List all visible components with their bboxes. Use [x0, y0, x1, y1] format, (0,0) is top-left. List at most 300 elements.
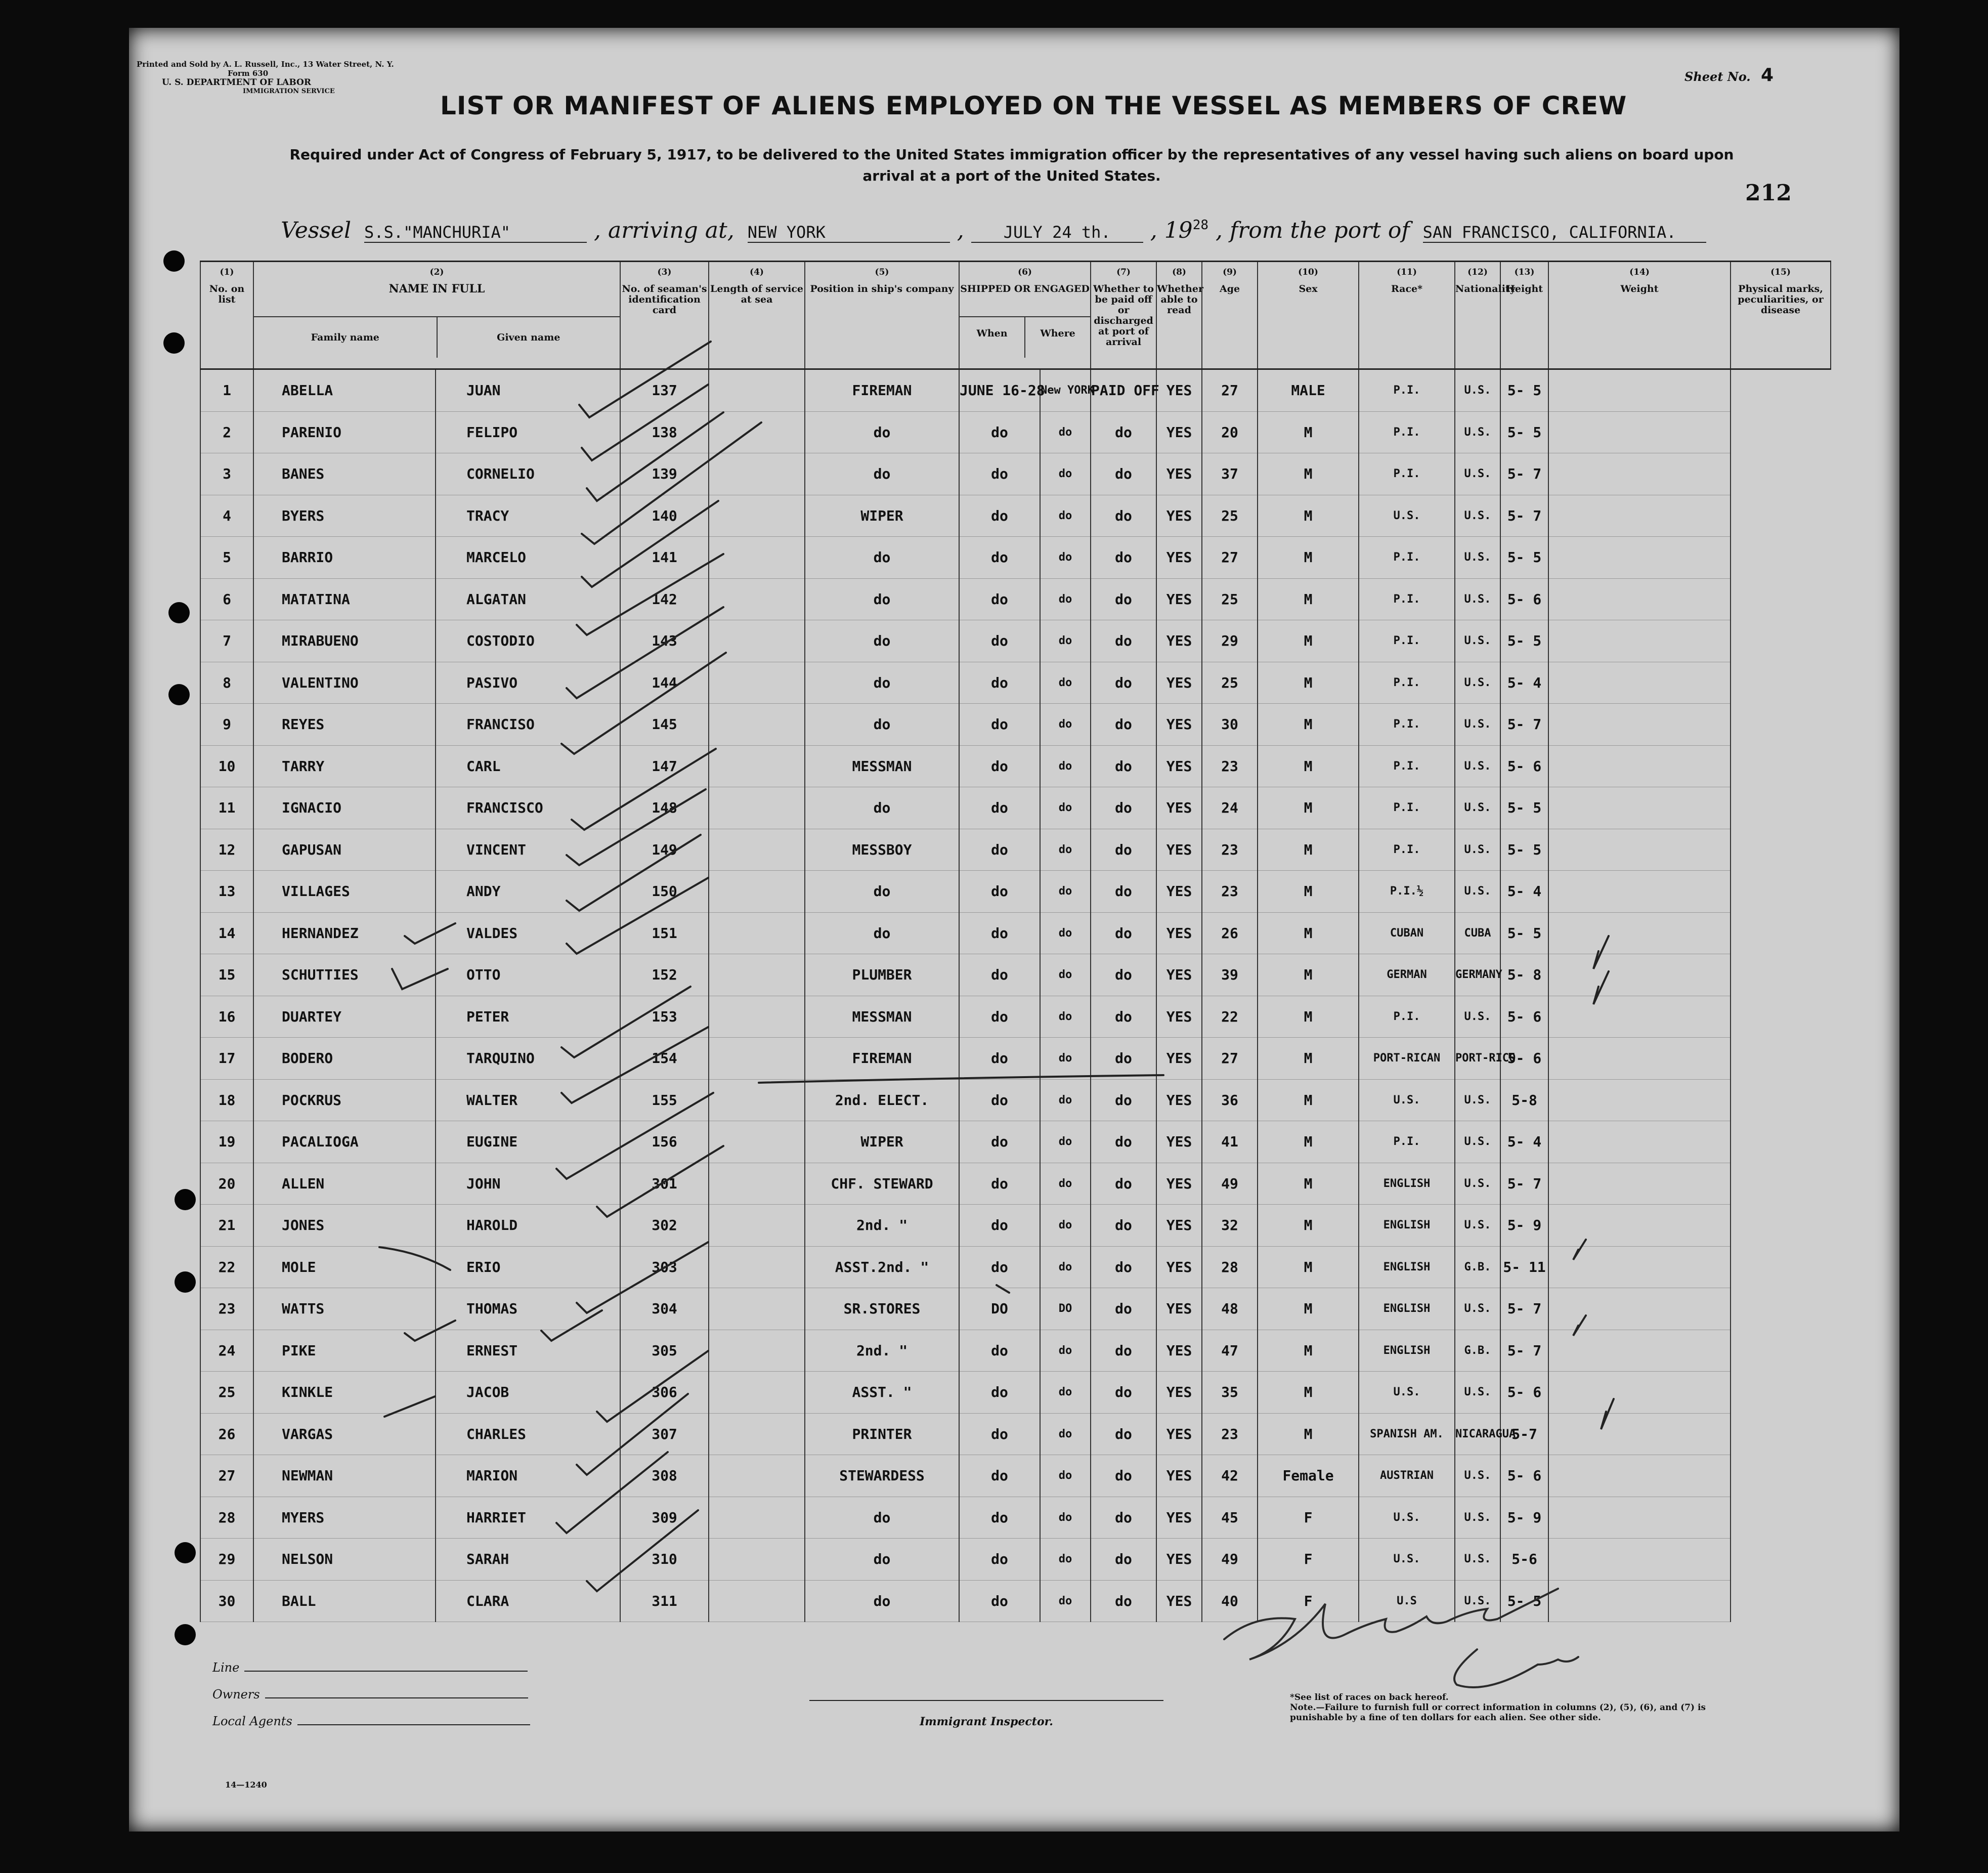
sex: M: [1258, 1330, 1359, 1372]
position: do: [805, 620, 959, 662]
age: 35: [1202, 1372, 1258, 1414]
height: 5- 7: [1500, 704, 1548, 746]
position: ASST. ": [805, 1372, 959, 1414]
nationality: U.S.: [1455, 996, 1500, 1038]
length-of-service: [709, 495, 805, 537]
shipped-where: do: [1040, 1163, 1091, 1205]
row-number: 10: [200, 745, 253, 787]
race: ENGLISH: [1359, 1163, 1455, 1205]
given-name: MARCELO: [436, 537, 620, 579]
nationality: NICARAGUA: [1455, 1413, 1500, 1455]
family-name: KINKLE: [253, 1372, 436, 1414]
arriving-label: , arriving at,: [594, 218, 734, 243]
family-name: BALL: [253, 1580, 436, 1622]
family-name: BYERS: [253, 495, 436, 537]
shipped-where: do: [1040, 411, 1091, 453]
able-to-read: YES: [1156, 954, 1202, 996]
row-number: 26: [200, 1413, 253, 1455]
id-card-number: 311: [620, 1580, 709, 1622]
position: 2nd. ": [805, 1205, 959, 1247]
position: 2nd. ": [805, 1330, 959, 1372]
height: 5- 5: [1500, 1580, 1548, 1622]
nationality: CUBA: [1455, 912, 1500, 954]
given-name: OTTO: [436, 954, 620, 996]
row-number: 3: [200, 453, 253, 495]
paid-off: do: [1091, 495, 1156, 537]
row-number: 1: [200, 369, 253, 412]
physical-marks: [1548, 1121, 1731, 1163]
paid-off: do: [1091, 1288, 1156, 1330]
given-name: ALGATAN: [436, 578, 620, 620]
family-name: NELSON: [253, 1539, 436, 1581]
row-number: 5: [200, 537, 253, 579]
family-name: MYERS: [253, 1497, 436, 1539]
position: MESSMAN: [805, 996, 959, 1038]
id-card-number: 139: [620, 453, 709, 495]
able-to-read: YES: [1156, 996, 1202, 1038]
nationality: GERMANY: [1455, 954, 1500, 996]
physical-marks: [1548, 1539, 1731, 1581]
shipped-when: DO: [959, 1288, 1040, 1330]
sex: M: [1258, 1079, 1359, 1121]
position: do: [805, 578, 959, 620]
id-card-number: 304: [620, 1288, 709, 1330]
row-number: 19: [200, 1121, 253, 1163]
able-to-read: YES: [1156, 1079, 1202, 1121]
race: PORT-RICAN: [1359, 1038, 1455, 1080]
sex: F: [1258, 1539, 1359, 1581]
nationality: U.S.: [1455, 662, 1500, 704]
height: 5- 5: [1500, 829, 1548, 871]
id-card-number: 303: [620, 1246, 709, 1288]
position: MESSMAN: [805, 745, 959, 787]
sheet-value: 4: [1761, 65, 1774, 86]
sex: M: [1258, 871, 1359, 913]
shipped-when: do: [959, 662, 1040, 704]
race: P.I.: [1359, 829, 1455, 871]
height: 5- 6: [1500, 578, 1548, 620]
table-row: [200, 578, 1831, 620]
able-to-read: YES: [1156, 745, 1202, 787]
physical-marks: [1548, 620, 1731, 662]
given-name: HAROLD: [436, 1205, 620, 1247]
height: 5- 4: [1500, 871, 1548, 913]
given-name: THOMAS: [436, 1288, 620, 1330]
sex: M: [1258, 1121, 1359, 1163]
height: 5- 9: [1500, 1205, 1548, 1247]
row-number: 29: [200, 1539, 253, 1581]
length-of-service: [709, 871, 805, 913]
paid-off: do: [1091, 1455, 1156, 1497]
row-number: 9: [200, 704, 253, 746]
row-number: 18: [200, 1079, 253, 1121]
nationality: U.S.: [1455, 829, 1500, 871]
service-name: IMMIGRATION SERVICE: [243, 88, 335, 95]
races-note: *See list of races on back hereof.: [1290, 1692, 1449, 1702]
position: WIPER: [805, 1121, 959, 1163]
id-card-number: 140: [620, 495, 709, 537]
id-card-number: 306: [620, 1372, 709, 1414]
family-name: BODERO: [253, 1038, 436, 1080]
shipped-when: do: [959, 411, 1040, 453]
vessel-label: Vessel: [281, 218, 352, 243]
row-number: 2: [200, 411, 253, 453]
col-paid-off: (7) Whether to be paid off or discharged at port of arrival: [1091, 262, 1156, 369]
age: 45: [1202, 1497, 1258, 1539]
paid-off: do: [1091, 1246, 1156, 1288]
shipped-when: do: [959, 1163, 1040, 1205]
height: 5- 4: [1500, 1121, 1548, 1163]
shipped-where: do: [1040, 871, 1091, 913]
family-name: TARRY: [253, 745, 436, 787]
height: 5- 7: [1500, 495, 1548, 537]
id-card-number: 155: [620, 1079, 709, 1121]
paid-off: do: [1091, 537, 1156, 579]
paid-off: do: [1091, 704, 1156, 746]
position: do: [805, 871, 959, 913]
age: 25: [1202, 662, 1258, 704]
able-to-read: YES: [1156, 1413, 1202, 1455]
paid-off: do: [1091, 1497, 1156, 1539]
table-row: [200, 787, 1831, 829]
shipped-where: do: [1040, 996, 1091, 1038]
id-card-number: 154: [620, 1038, 709, 1080]
shipped-where: do: [1040, 662, 1091, 704]
position: PRINTER: [805, 1413, 959, 1455]
able-to-read: YES: [1156, 1205, 1202, 1247]
nationality: G.B.: [1455, 1330, 1500, 1372]
physical-marks: [1548, 871, 1731, 913]
paid-off: do: [1091, 829, 1156, 871]
family-name: VALENTINO: [253, 662, 436, 704]
able-to-read: YES: [1156, 1455, 1202, 1497]
age: 23: [1202, 829, 1258, 871]
length-of-service: [709, 1038, 805, 1080]
family-name: POCKRUS: [253, 1079, 436, 1121]
sex: M: [1258, 1038, 1359, 1080]
paid-off: do: [1091, 954, 1156, 996]
age: 28: [1202, 1246, 1258, 1288]
id-card-number: 156: [620, 1121, 709, 1163]
form-number: Form 630: [228, 69, 269, 78]
table-row: [200, 1163, 1831, 1205]
shipped-when: do: [959, 1372, 1040, 1414]
id-card-number: 147: [620, 745, 709, 787]
race: P.I.: [1359, 1121, 1455, 1163]
position: SR.STORES: [805, 1288, 959, 1330]
position: do: [805, 1539, 959, 1581]
sex: M: [1258, 453, 1359, 495]
race: P.I.½: [1359, 871, 1455, 913]
paid-off: do: [1091, 1580, 1156, 1622]
binder-hole: [168, 602, 190, 623]
page-number: 212: [1745, 180, 1792, 206]
id-card-number: 145: [620, 704, 709, 746]
race: P.I.: [1359, 787, 1455, 829]
table-row: [200, 495, 1831, 537]
sex: F: [1258, 1497, 1359, 1539]
physical-marks: [1548, 662, 1731, 704]
col-no: (1) No. on list: [200, 262, 253, 369]
nationality: U.S.: [1455, 745, 1500, 787]
height: 5- 6: [1500, 1455, 1548, 1497]
given-name: VALDES: [436, 912, 620, 954]
race: P.I.: [1359, 537, 1455, 579]
able-to-read: YES: [1156, 369, 1202, 412]
shipped-where: do: [1040, 1246, 1091, 1288]
height: 5- 5: [1500, 620, 1548, 662]
race: P.I.: [1359, 453, 1455, 495]
given-name: FRANCISO: [436, 704, 620, 746]
family-name: PACALIOGA: [253, 1121, 436, 1163]
family-name: ALLEN: [253, 1163, 436, 1205]
physical-marks: [1548, 1455, 1731, 1497]
paid-off: do: [1091, 662, 1156, 704]
given-name: FELIPO: [436, 411, 620, 453]
race: P.I.: [1359, 369, 1455, 412]
id-card-number: 148: [620, 787, 709, 829]
paid-off: do: [1091, 453, 1156, 495]
paid-off: do: [1091, 620, 1156, 662]
given-name: CHARLES: [436, 1413, 620, 1455]
inspector-label: Immigrant Inspector.: [809, 1700, 1163, 1728]
physical-marks: [1548, 1205, 1731, 1247]
table-row: [200, 704, 1831, 746]
race: P.I.: [1359, 996, 1455, 1038]
position: FIREMAN: [805, 1038, 959, 1080]
sex: M: [1258, 411, 1359, 453]
physical-marks: [1548, 1288, 1731, 1330]
physical-marks: [1548, 1330, 1731, 1372]
row-number: 15: [200, 954, 253, 996]
sex: M: [1258, 787, 1359, 829]
able-to-read: YES: [1156, 411, 1202, 453]
family-name: PARENIO: [253, 411, 436, 453]
table-row: [200, 1372, 1831, 1414]
table-row: [200, 369, 1831, 412]
from-port: SAN FRANCISCO, CALIFORNIA.: [1423, 223, 1706, 243]
id-card-number: 309: [620, 1497, 709, 1539]
height: 5- 7: [1500, 1288, 1548, 1330]
table-row: [200, 996, 1831, 1038]
family-name: IGNACIO: [253, 787, 436, 829]
sheet-number: [1684, 65, 1774, 86]
printer-line: Printed and Sold by A. L. Russell, Inc., 13 Water Street, N. Y.: [137, 60, 394, 69]
position: PLUMBER: [805, 954, 959, 996]
physical-marks: [1548, 1246, 1731, 1288]
table-row: [200, 1455, 1831, 1497]
id-card-number: 152: [620, 954, 709, 996]
height: 5- 4: [1500, 662, 1548, 704]
able-to-read: YES: [1156, 1246, 1202, 1288]
family-name: DUARTEY: [253, 996, 436, 1038]
length-of-service: [709, 1413, 805, 1455]
binder-hole: [175, 1542, 196, 1563]
paid-off: do: [1091, 1163, 1156, 1205]
shipped-when: do: [959, 578, 1040, 620]
family-name: GAPUSAN: [253, 829, 436, 871]
able-to-read: YES: [1156, 1288, 1202, 1330]
age: 27: [1202, 369, 1258, 412]
length-of-service: [709, 912, 805, 954]
position: do: [805, 537, 959, 579]
length-of-service: [709, 578, 805, 620]
shipped-when: do: [959, 1539, 1040, 1581]
position: do: [805, 912, 959, 954]
id-card-number: 310: [620, 1539, 709, 1581]
physical-marks: [1548, 829, 1731, 871]
age: 22: [1202, 996, 1258, 1038]
length-of-service: [709, 537, 805, 579]
table-row: [200, 745, 1831, 787]
length-of-service: [709, 620, 805, 662]
table-row: [200, 1539, 1831, 1581]
family-name: PIKE: [253, 1330, 436, 1372]
col-name: (2) NAME IN FULL Family name Given name: [253, 262, 620, 369]
nationality: U.S.: [1455, 1121, 1500, 1163]
position: WIPER: [805, 495, 959, 537]
able-to-read: YES: [1156, 1497, 1202, 1539]
shipped-where: do: [1040, 787, 1091, 829]
id-card-number: 144: [620, 662, 709, 704]
height: 5- 5: [1500, 369, 1548, 412]
shipped-where: do: [1040, 578, 1091, 620]
shipped-when: do: [959, 1497, 1040, 1539]
given-name: TRACY: [436, 495, 620, 537]
paid-off: do: [1091, 1539, 1156, 1581]
given-name-header: Given name: [497, 332, 560, 343]
age: 32: [1202, 1205, 1258, 1247]
length-of-service: [709, 1205, 805, 1247]
height: 5- 9: [1500, 1497, 1548, 1539]
table-row: [200, 954, 1831, 996]
able-to-read: YES: [1156, 620, 1202, 662]
nationality: PORT-RICO: [1455, 1038, 1500, 1080]
paid-off: do: [1091, 787, 1156, 829]
able-to-read: YES: [1156, 1163, 1202, 1205]
age: 29: [1202, 620, 1258, 662]
id-card-number: 141: [620, 537, 709, 579]
table-row: [200, 453, 1831, 495]
given-name: PASIVO: [436, 662, 620, 704]
family-name: REYES: [253, 704, 436, 746]
able-to-read: YES: [1156, 1580, 1202, 1622]
sex: M: [1258, 578, 1359, 620]
inspector-signature: [1214, 1579, 1669, 1695]
shipped-where: do: [1040, 495, 1091, 537]
nationality: U.S.: [1455, 453, 1500, 495]
id-card-number: 302: [620, 1205, 709, 1247]
height: 5- 6: [1500, 1038, 1548, 1080]
physical-marks: [1548, 495, 1731, 537]
table-row: [200, 1413, 1831, 1455]
nationality: U.S.: [1455, 1455, 1500, 1497]
family-name: MIRABUENO: [253, 620, 436, 662]
shipped-when: do: [959, 1121, 1040, 1163]
nationality: U.S.: [1455, 578, 1500, 620]
race: P.I.: [1359, 620, 1455, 662]
shipped-where: do: [1040, 954, 1091, 996]
shipped-where: do: [1040, 1580, 1091, 1622]
row-number: 21: [200, 1205, 253, 1247]
shipped-where: do: [1040, 537, 1091, 579]
position: do: [805, 787, 959, 829]
col-id-card: (3) No. of seaman's identification card: [620, 262, 709, 369]
family-name: JONES: [253, 1205, 436, 1247]
row-number: 14: [200, 912, 253, 954]
age: 25: [1202, 495, 1258, 537]
physical-marks: [1548, 1413, 1731, 1455]
id-card-number: 153: [620, 996, 709, 1038]
age: 24: [1202, 787, 1258, 829]
sex: Female: [1258, 1455, 1359, 1497]
id-card-number: 150: [620, 871, 709, 913]
col-sex: (10) Sex: [1258, 262, 1359, 369]
length-of-service: [709, 369, 805, 412]
length-of-service: [709, 787, 805, 829]
age: 42: [1202, 1455, 1258, 1497]
sex: M: [1258, 829, 1359, 871]
id-card-number: 143: [620, 620, 709, 662]
able-to-read: YES: [1156, 495, 1202, 537]
shipped-where: New YORK: [1040, 369, 1091, 412]
sex: M: [1258, 495, 1359, 537]
length-of-service: [709, 1288, 805, 1330]
shipped-when: do: [959, 1079, 1040, 1121]
footer-note: [1290, 1692, 1725, 1723]
shipped-when: do: [959, 996, 1040, 1038]
able-to-read: YES: [1156, 1372, 1202, 1414]
shipped-where: do: [1040, 1079, 1091, 1121]
col-race: (11) Race*: [1359, 262, 1455, 369]
local-agents-field: Local Agents: [212, 1714, 530, 1728]
family-name: VILLAGES: [253, 871, 436, 913]
row-number: 4: [200, 495, 253, 537]
row-number: 12: [200, 829, 253, 871]
shipped-when: do: [959, 787, 1040, 829]
shipped-when: do: [959, 1038, 1040, 1080]
shipped-where: do: [1040, 829, 1091, 871]
col-length-service: (4) Length of service at sea: [709, 262, 805, 369]
nationality: U.S.: [1455, 1580, 1500, 1622]
binder-hole: [168, 684, 190, 705]
col-height: (13) Height: [1500, 262, 1548, 369]
paid-off: do: [1091, 996, 1156, 1038]
length-of-service: [709, 1246, 805, 1288]
able-to-read: YES: [1156, 662, 1202, 704]
able-to-read: YES: [1156, 787, 1202, 829]
row-number: 7: [200, 620, 253, 662]
id-card-number: 308: [620, 1455, 709, 1497]
sex: M: [1258, 662, 1359, 704]
age: 40: [1202, 1580, 1258, 1622]
height: 5-7: [1500, 1413, 1548, 1455]
row-number: 22: [200, 1246, 253, 1288]
table-row: [200, 1038, 1831, 1080]
length-of-service: [709, 704, 805, 746]
table-row: [200, 1288, 1831, 1330]
race: P.I.: [1359, 662, 1455, 704]
physical-marks: [1548, 745, 1731, 787]
owners-field: Owners: [212, 1687, 528, 1701]
physical-marks: [1548, 1038, 1731, 1080]
paid-off: do: [1091, 1330, 1156, 1372]
physical-marks: [1548, 954, 1731, 996]
race: P.I.: [1359, 578, 1455, 620]
family-name-header: Family name: [254, 317, 438, 358]
family-name: ABELLA: [253, 369, 436, 412]
physical-marks: [1548, 1497, 1731, 1539]
